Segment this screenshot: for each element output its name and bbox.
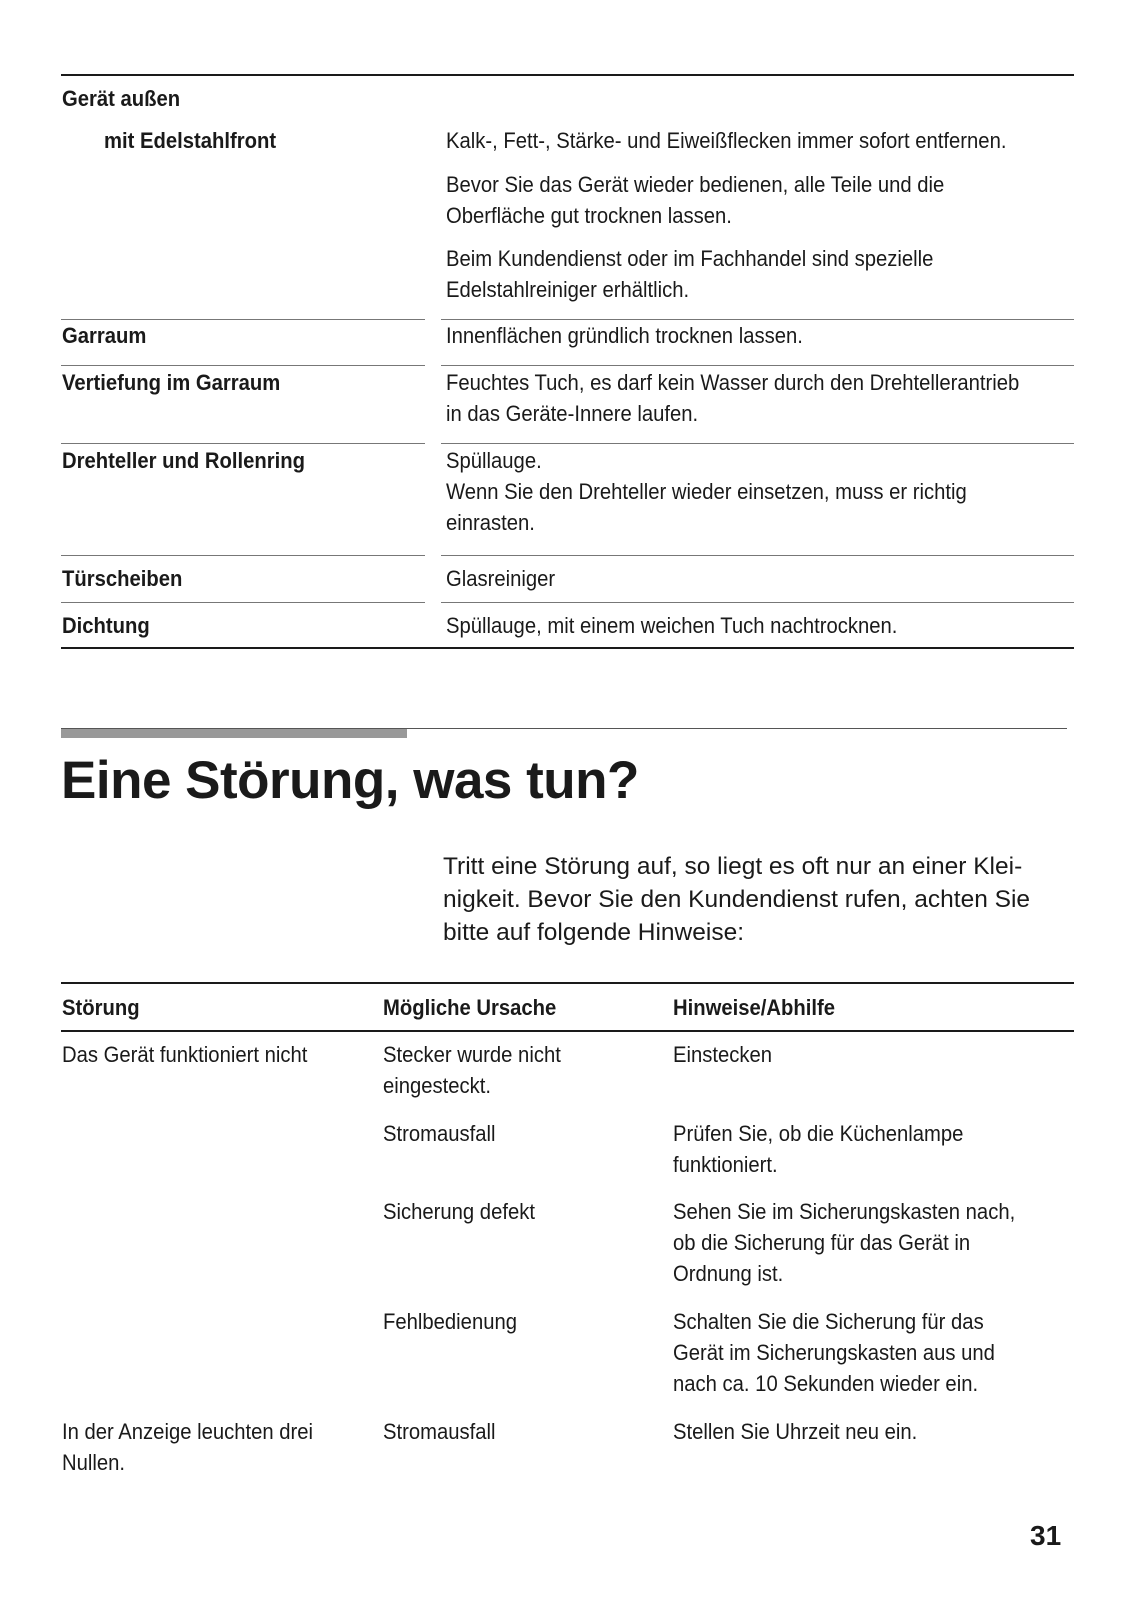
text-line: Feuchtes Tuch, es darf kein Wasser durch den Drehtellerantrieb — [446, 370, 1020, 395]
text-line: bitte auf folgende Hinweise: — [443, 919, 744, 946]
text-line: Schalten Sie die Sicherung für das — [673, 1309, 984, 1334]
care-row-label: Drehteller und Rollenring — [62, 448, 306, 473]
text-line: Stecker wurde nicht — [383, 1042, 561, 1067]
remedy-cell — [673, 1416, 917, 1447]
text-line: Sehen Sie im Sicherungskasten nach, — [673, 1199, 1016, 1224]
care-row-text — [446, 445, 967, 538]
cause-cell — [383, 1416, 496, 1447]
text-line: Glasreiniger — [446, 566, 556, 591]
care-table-bottom-rule — [61, 647, 1074, 649]
column-header-cause: Mögliche Ursache — [383, 995, 557, 1020]
row-divider — [441, 443, 1074, 444]
page-title: Eine Störung, was tun? — [61, 751, 639, 810]
care-row-text — [446, 367, 1019, 429]
remedy-cell — [673, 1306, 995, 1399]
intro-paragraph — [443, 850, 1030, 949]
text-line: Innenflächen gründlich trocknen lassen. — [446, 323, 803, 348]
row-divider — [61, 555, 425, 556]
row-divider — [61, 365, 425, 366]
page-number: 31 — [1030, 1520, 1062, 1551]
text-line: Spüllauge, mit einem weichen Tuch nachtrocknen. — [446, 613, 898, 638]
text-line: Wenn Sie den Drehteller wieder einsetzen, muss er richtig — [446, 479, 967, 504]
text-line: ob die Sicherung für das Gerät in — [673, 1230, 971, 1255]
care-row-text — [446, 563, 555, 594]
text-line: Beim Kundendienst oder im Fachhandel sind spezielle — [446, 246, 934, 271]
fault-table-top-rule — [61, 982, 1074, 984]
text-line: Bevor Sie das Gerät wieder bedienen, alle Teile und die — [446, 172, 945, 197]
remedy-cell — [673, 1196, 1015, 1289]
text-line: funktioniert. — [673, 1152, 778, 1177]
remedy-cell — [673, 1039, 772, 1070]
text-line: nach ca. 10 Sekunden wieder ein. — [673, 1371, 979, 1396]
row-divider — [441, 365, 1074, 366]
care-row-text — [446, 125, 1006, 156]
text-line: Oberfläche gut trocknen lassen. — [446, 203, 732, 228]
row-divider — [441, 602, 1074, 603]
care-row-text — [446, 320, 803, 351]
text-line: Kalk-, Fett-, Stärke- und Eiweißflecken immer sofort entfernen. — [446, 128, 1007, 153]
section-heading-line-left — [61, 728, 407, 729]
remedy-cell — [673, 1118, 963, 1180]
care-row-label: Vertiefung im Garraum — [62, 370, 281, 395]
text-line: einrasten. — [446, 510, 535, 535]
text-line: eingesteckt. — [383, 1073, 492, 1098]
text-line: In der Anzeige leuchten drei — [62, 1419, 314, 1444]
column-header-fault: Störung — [62, 995, 140, 1020]
care-table-top-rule — [61, 74, 1074, 76]
section-heading-bar — [61, 728, 407, 738]
text-line: in das Geräte-Innere laufen. — [446, 401, 699, 426]
text-line: Stellen Sie Uhrzeit neu ein. — [673, 1419, 918, 1444]
text-line: Tritt eine Störung auf, so liegt es oft nur an einer Klei- — [443, 853, 1023, 880]
fault-table-header-rule — [61, 1030, 1074, 1032]
fault-cell — [62, 1416, 313, 1478]
text-line: Gerät im Sicherungskasten aus und — [673, 1340, 995, 1365]
cause-cell — [383, 1306, 517, 1337]
text-line: Fehlbedienung — [383, 1309, 518, 1334]
text-line: Stromausfall — [383, 1419, 496, 1444]
text-line: Spüllauge. — [446, 448, 542, 473]
care-row-label: Dichtung — [62, 613, 150, 638]
text-line: Stromausfall — [383, 1121, 496, 1146]
care-row-label: Gerät außen — [62, 86, 181, 111]
row-divider — [61, 602, 425, 603]
text-line: Einstecken — [673, 1042, 773, 1067]
row-divider — [441, 555, 1074, 556]
text-line: nigkeit. Bevor Sie den Kundendienst rufen, achten Sie — [443, 886, 1031, 913]
text-line: Edelstahlreiniger erhältlich. — [446, 277, 690, 302]
care-row-text — [446, 243, 933, 305]
cause-cell — [383, 1196, 535, 1227]
care-row-label: Türscheiben — [62, 566, 183, 591]
text-line: Prüfen Sie, ob die Küchenlampe — [673, 1121, 964, 1146]
care-row-label: Garraum — [62, 323, 147, 348]
cause-cell — [383, 1039, 561, 1101]
care-row-text — [446, 610, 897, 641]
care-row-text — [446, 169, 944, 231]
care-row-label: mit Edelstahlfront — [104, 128, 277, 153]
row-divider — [61, 443, 425, 444]
cause-cell — [383, 1118, 496, 1149]
text-line: Ordnung ist. — [673, 1261, 784, 1286]
fault-cell — [62, 1039, 307, 1070]
column-header-remedy: Hinweise/Abhilfe — [673, 995, 836, 1020]
text-line: Nullen. — [62, 1450, 126, 1475]
section-heading-line — [407, 728, 1067, 729]
text-line: Sicherung defekt — [383, 1199, 535, 1224]
text-line: Das Gerät funktioniert nicht — [62, 1042, 308, 1067]
